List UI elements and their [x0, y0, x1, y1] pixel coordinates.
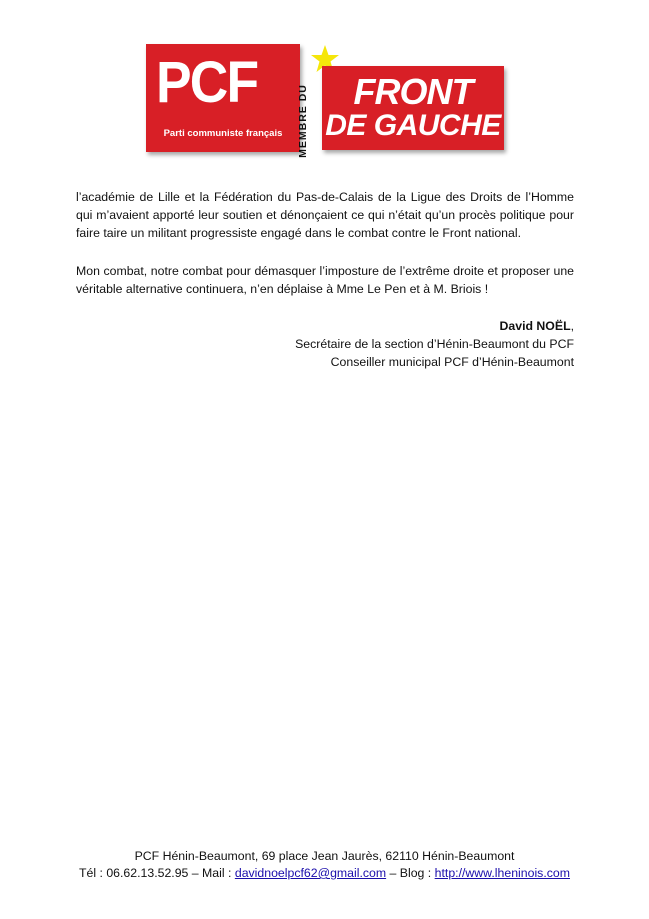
signature-block — [295, 317, 574, 371]
signature-role-1: Secrétaire de la section d’Hénin-Beaumont du PCF — [295, 337, 574, 351]
footer-contact — [0, 865, 649, 882]
fdg-line1: FRONT — [353, 71, 473, 112]
footer-blog-label: – Blog : — [386, 866, 435, 880]
pcf-logo — [146, 44, 300, 152]
letter-paragraph-1 — [76, 188, 574, 242]
signature-name: David NOËL — [499, 319, 571, 333]
signature-comma: , — [570, 319, 574, 333]
pcf-logo-title: PCF — [156, 50, 258, 115]
footer-tel: Tél : 06.62.13.52.95 – Mail : — [79, 866, 235, 880]
paragraph-text: l’académie de Lille et la Fédération du Pas-de-Calais de la Ligue des Droits de l’Homme qui m’avaient apporté leur soutien et dénonçaient ce qui n’était qu’un procès politique pour faire taire un militant progressiste engagé dans le combat contre le Front national. — [76, 190, 574, 240]
paragraph-text: Mon combat, notre combat pour démasquer l’imposture de l’extrême droite et proposer une véritable alternative continuera, n’en déplaise à Mme Le Pen et à M. Briois ! — [76, 264, 574, 296]
email-link[interactable]: davidnoelpcf62@gmail.com — [234, 866, 387, 880]
letter-paragraph-2 — [76, 262, 574, 298]
signature-role-2: Conseiller municipal PCF d’Hénin-Beaumont — [330, 355, 574, 369]
front-de-gauche-logo — [322, 66, 504, 150]
pcf-logo-subtitle: Parti communiste français — [163, 128, 283, 139]
header-logo — [146, 40, 506, 160]
membre-du-label: MEMBRE DU — [297, 84, 309, 158]
fdg-line2: DE GAUCHE — [325, 109, 501, 142]
signature-name-line — [295, 317, 574, 335]
blog-link[interactable]: http://www.lheninois.com — [434, 866, 570, 880]
footer-address: PCF Hénin-Beaumont, 69 place Jean Jaurès, 62110 Hénin-Beaumont — [134, 849, 515, 863]
footer — [0, 848, 649, 882]
